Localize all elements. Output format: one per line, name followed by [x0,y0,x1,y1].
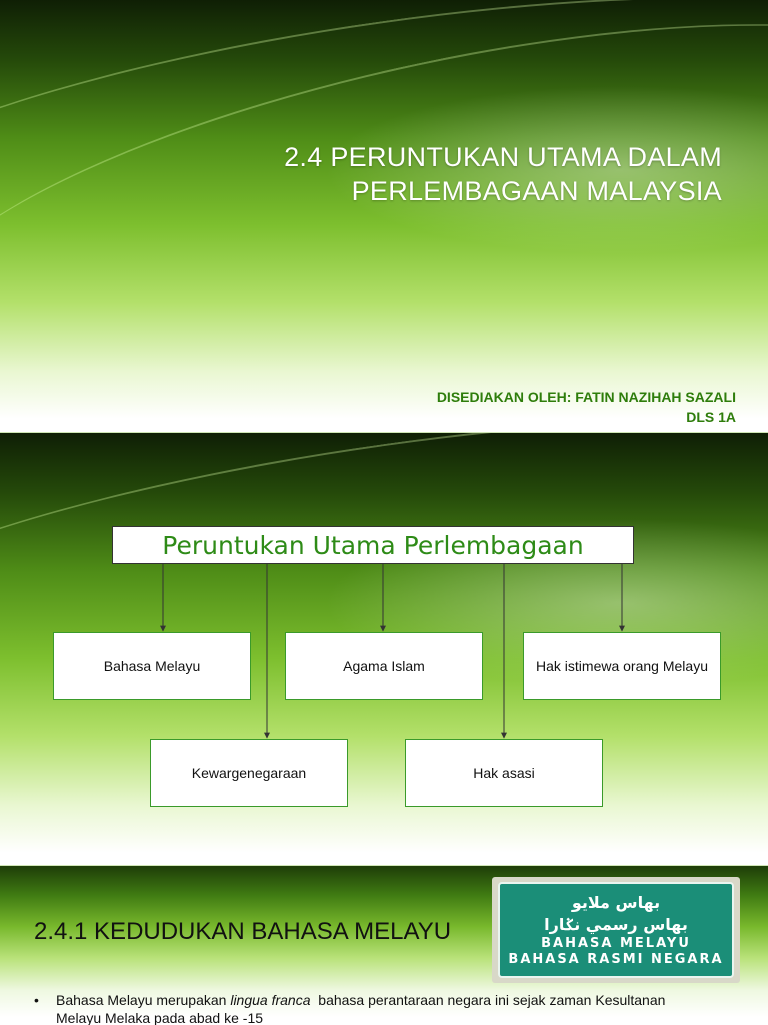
node-kewargenegaraan: Kewargenegaraan [150,739,348,807]
section-title: 2.4.1 KEDUDUKAN BAHASA MELAYU [34,918,452,945]
sign-rumi-line-2: BAHASA RASMI NEGARA [508,952,724,967]
bullet-text-post: bahasa perantaraan negara ini sejak zaman Kesultanan Melayu Melaka pada abad ke -15 [56,992,670,1025]
bullet-icon: • [34,992,39,1008]
author-line: DISEDIAKAN OLEH: FATIN NAZIHAH SAZALI [436,389,736,405]
bullet-text-italic: lingua franca [230,992,311,1008]
signboard-panel [498,882,734,978]
title-slide [0,0,768,432]
bullet-text-pre: Bahasa Melayu merupakan [56,992,231,1008]
sign-jawi-line-2: بهاس رسمي نݢارا [544,915,688,934]
node-bahasa-melayu: Bahasa Melayu [53,632,251,700]
node-hak-asasi: Hak asasi [405,739,603,807]
bullet-item [34,991,694,1025]
sign-jawi-line-1: بهاس ملايو [571,893,661,912]
signboard-image [492,877,740,983]
title-line-2: PERLEMBAGAAN MALAYSIA [351,176,722,206]
sign-rumi-line-1: BAHASA MELAYU [541,936,691,951]
slide-title [284,140,722,208]
bullet-text [56,991,694,1025]
main-heading-box: Peruntukan Utama Perlembagaan [112,526,634,564]
title-line-1: 2.4 PERUNTUKAN UTAMA DALAM [284,142,722,172]
section-slide [0,865,768,1025]
diagram-slide [0,432,768,866]
node-agama-islam: Agama Islam [285,632,483,700]
byline [437,387,736,427]
class-line: DLS 1A [686,409,736,425]
node-hak-istimewa: Hak istimewa orang Melayu [523,632,721,700]
